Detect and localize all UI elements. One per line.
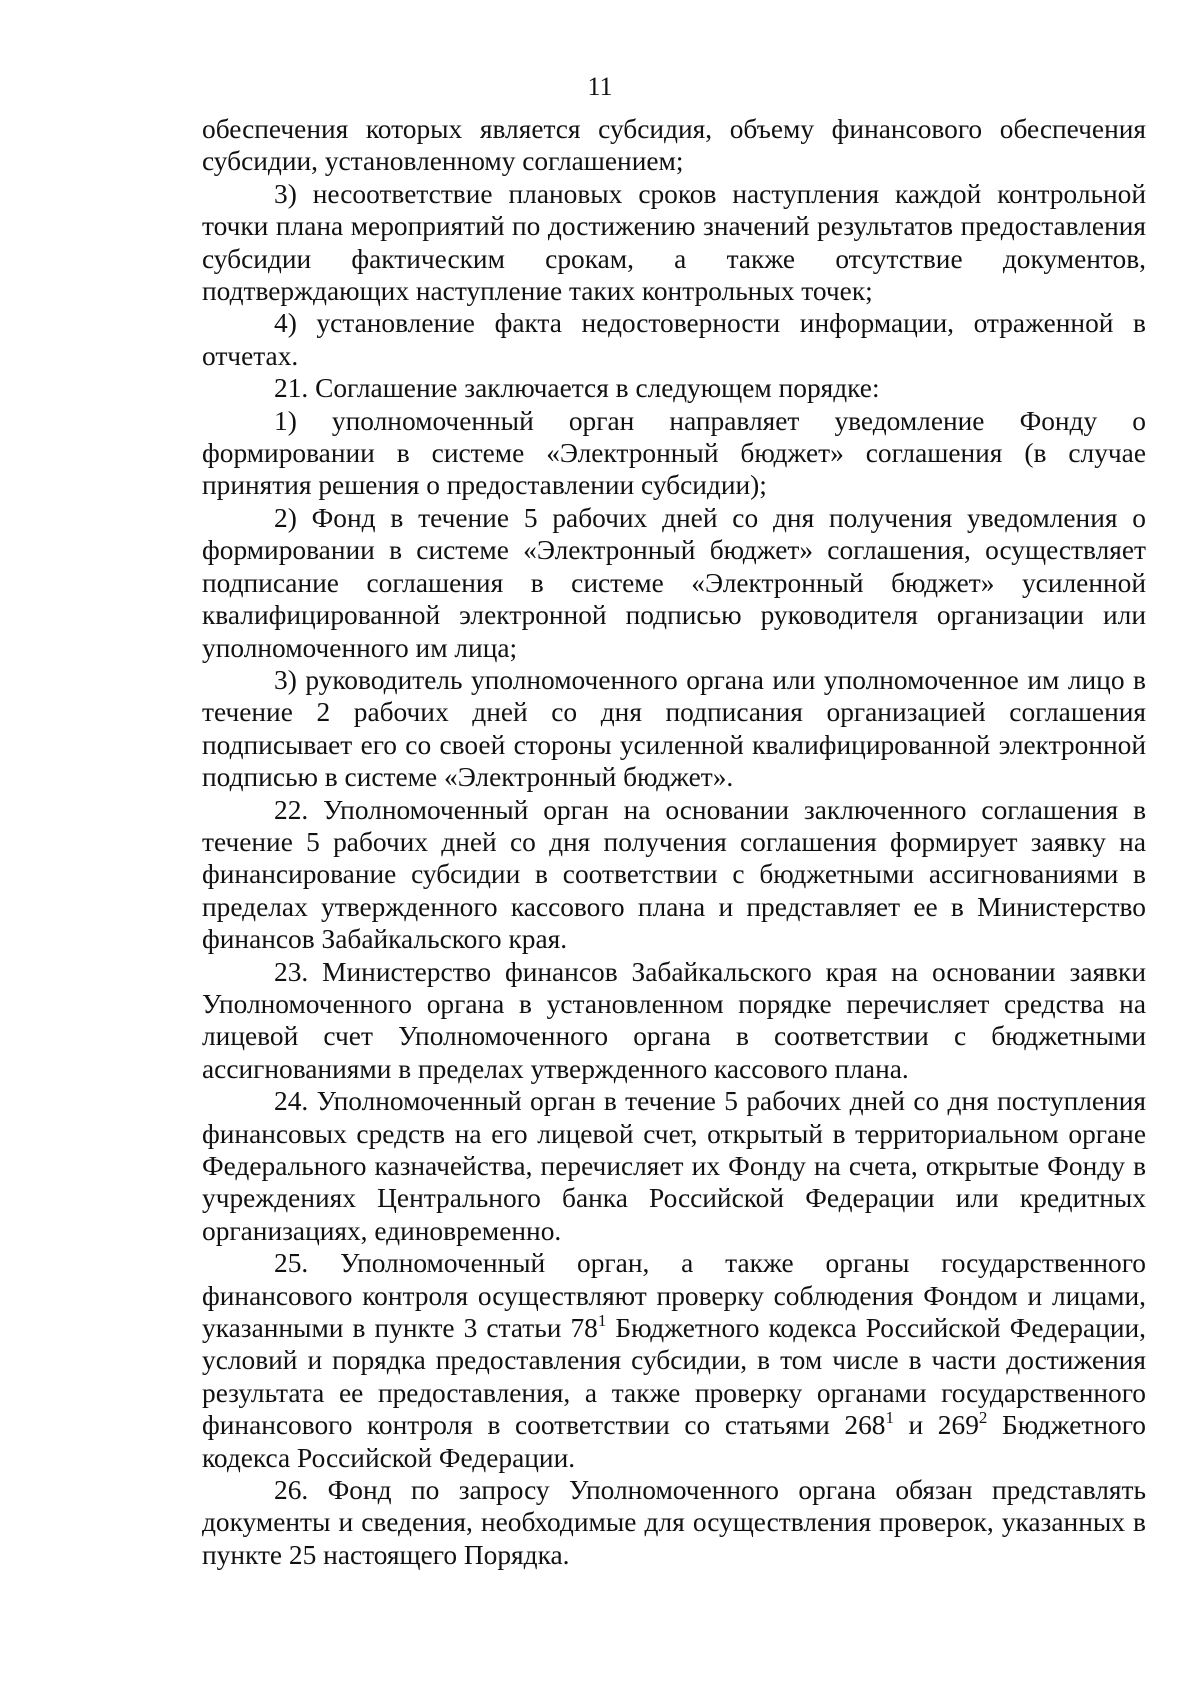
superscript-78-1: 1 (597, 1311, 607, 1330)
document-body (202, 113, 1146, 1571)
paragraph-22: 22. Уполномоченный орган на основании заключенного соглашения в течение 5 рабочих дней со дня получения соглашения формирует заявку на финансирование субсидии в соответствии с бюджетными ассигнованиями в пределах утвержденного кассового плана и представляет ее в Министерство финансов Забайкальского края. (202, 794, 1146, 955)
page-number: 11 (587, 72, 613, 101)
superscript-268-1: 1 (885, 1408, 894, 1428)
paragraph-21-item-3: 3) руководитель уполномоченного органа или уполномоченное им лицо в течение 2 рабочих дней со дня подписания организацией соглашения подписывает его со своей стороны усиленной квалифицированной электронной подписью в системе «Электронный бюджет». (202, 664, 1146, 793)
paragraph-25-part-4: Бюджетного кодекса Российской Федерации. (202, 1410, 1146, 1473)
paragraph-23: 23. Министерство финансов Забайкальского края на основании заявки Уполномоченного органа в установленном порядке перечисляет средства на лицевой счет Уполномоченного органа в соответствии с бюджетными ассигнованиями в пределах утвержденного кассового плана. (202, 956, 1146, 1084)
paragraph-24: 24. Уполномоченный орган в течение 5 рабочих дней со дня поступления финансовых средств на его лицевой счет, открытый в территориальном органе Федерального казначейства, перечисляет их Фонду на счета, открытые Фонду в учреждениях Центрального банка Российской Федерации или кредитных организациях, единовременно. (202, 1086, 1146, 1246)
paragraph-21: 21. Соглашение заключается в следующем порядке: (274, 373, 880, 404)
paragraph-item-4: 4) установление факта недостоверности информации, отраженной в отчетах. (202, 308, 1146, 371)
paragraph-25-part-1: 25. Уполномоченный орган, а также органы государственного финансового контроля осуществляют проверку соблюдения Фондом и лицами, указанными в пункте 3 статьи 78 (202, 1248, 1146, 1344)
paragraph-25-part-2: Бюджетного кодекса Российской Федерации, условий и порядка предоставления субсидии, в том числе в части достижения результата ее предоставления, а также проверку органами государственного финансового контроля в соответствии со статьями 268 (202, 1313, 1146, 1441)
paragraph-26: 26. Фонд по запросу Уполномоченного органа обязан представлять документы и сведения, необходимые для осуществления проверок, указанных в пункте 25 настоящего Порядка. (202, 1475, 1146, 1570)
paragraph-item-3: 3) несоответствие плановых сроков наступления каждой контрольной точки плана мероприятий по достижению значений результатов предоставления субсидии фактическим срокам, а также отсутствие документов, подтверждающих наступление таких контрольных точек; (202, 178, 1146, 307)
paragraph-21-item-1: 1) уполномоченный орган направляет уведомление Фонду о формировании в системе «Электронный бюджет» соглашения (в случае принятия решения о предоставлении субсидии); (202, 405, 1146, 501)
paragraph-25-part-3: и 269 (893, 1410, 979, 1441)
superscript-269-2: 2 (978, 1408, 988, 1428)
paragraph-continuation: обеспечения которых является субсидия, объему финансового обеспечения субсидии, установленному соглашением; (202, 114, 1146, 177)
paragraph-25 (202, 1247, 1146, 1474)
paragraph-21-item-2: 2) Фонд в течение 5 рабочих дней со дня получения уведомления о формировании в системе «Электронный бюджет» соглашения, осуществляет подписание соглашения в системе «Электронный бюджет» усиленной квалифицированной электронной подписью руководителя организации или уполномоченного им лица; (202, 502, 1146, 663)
